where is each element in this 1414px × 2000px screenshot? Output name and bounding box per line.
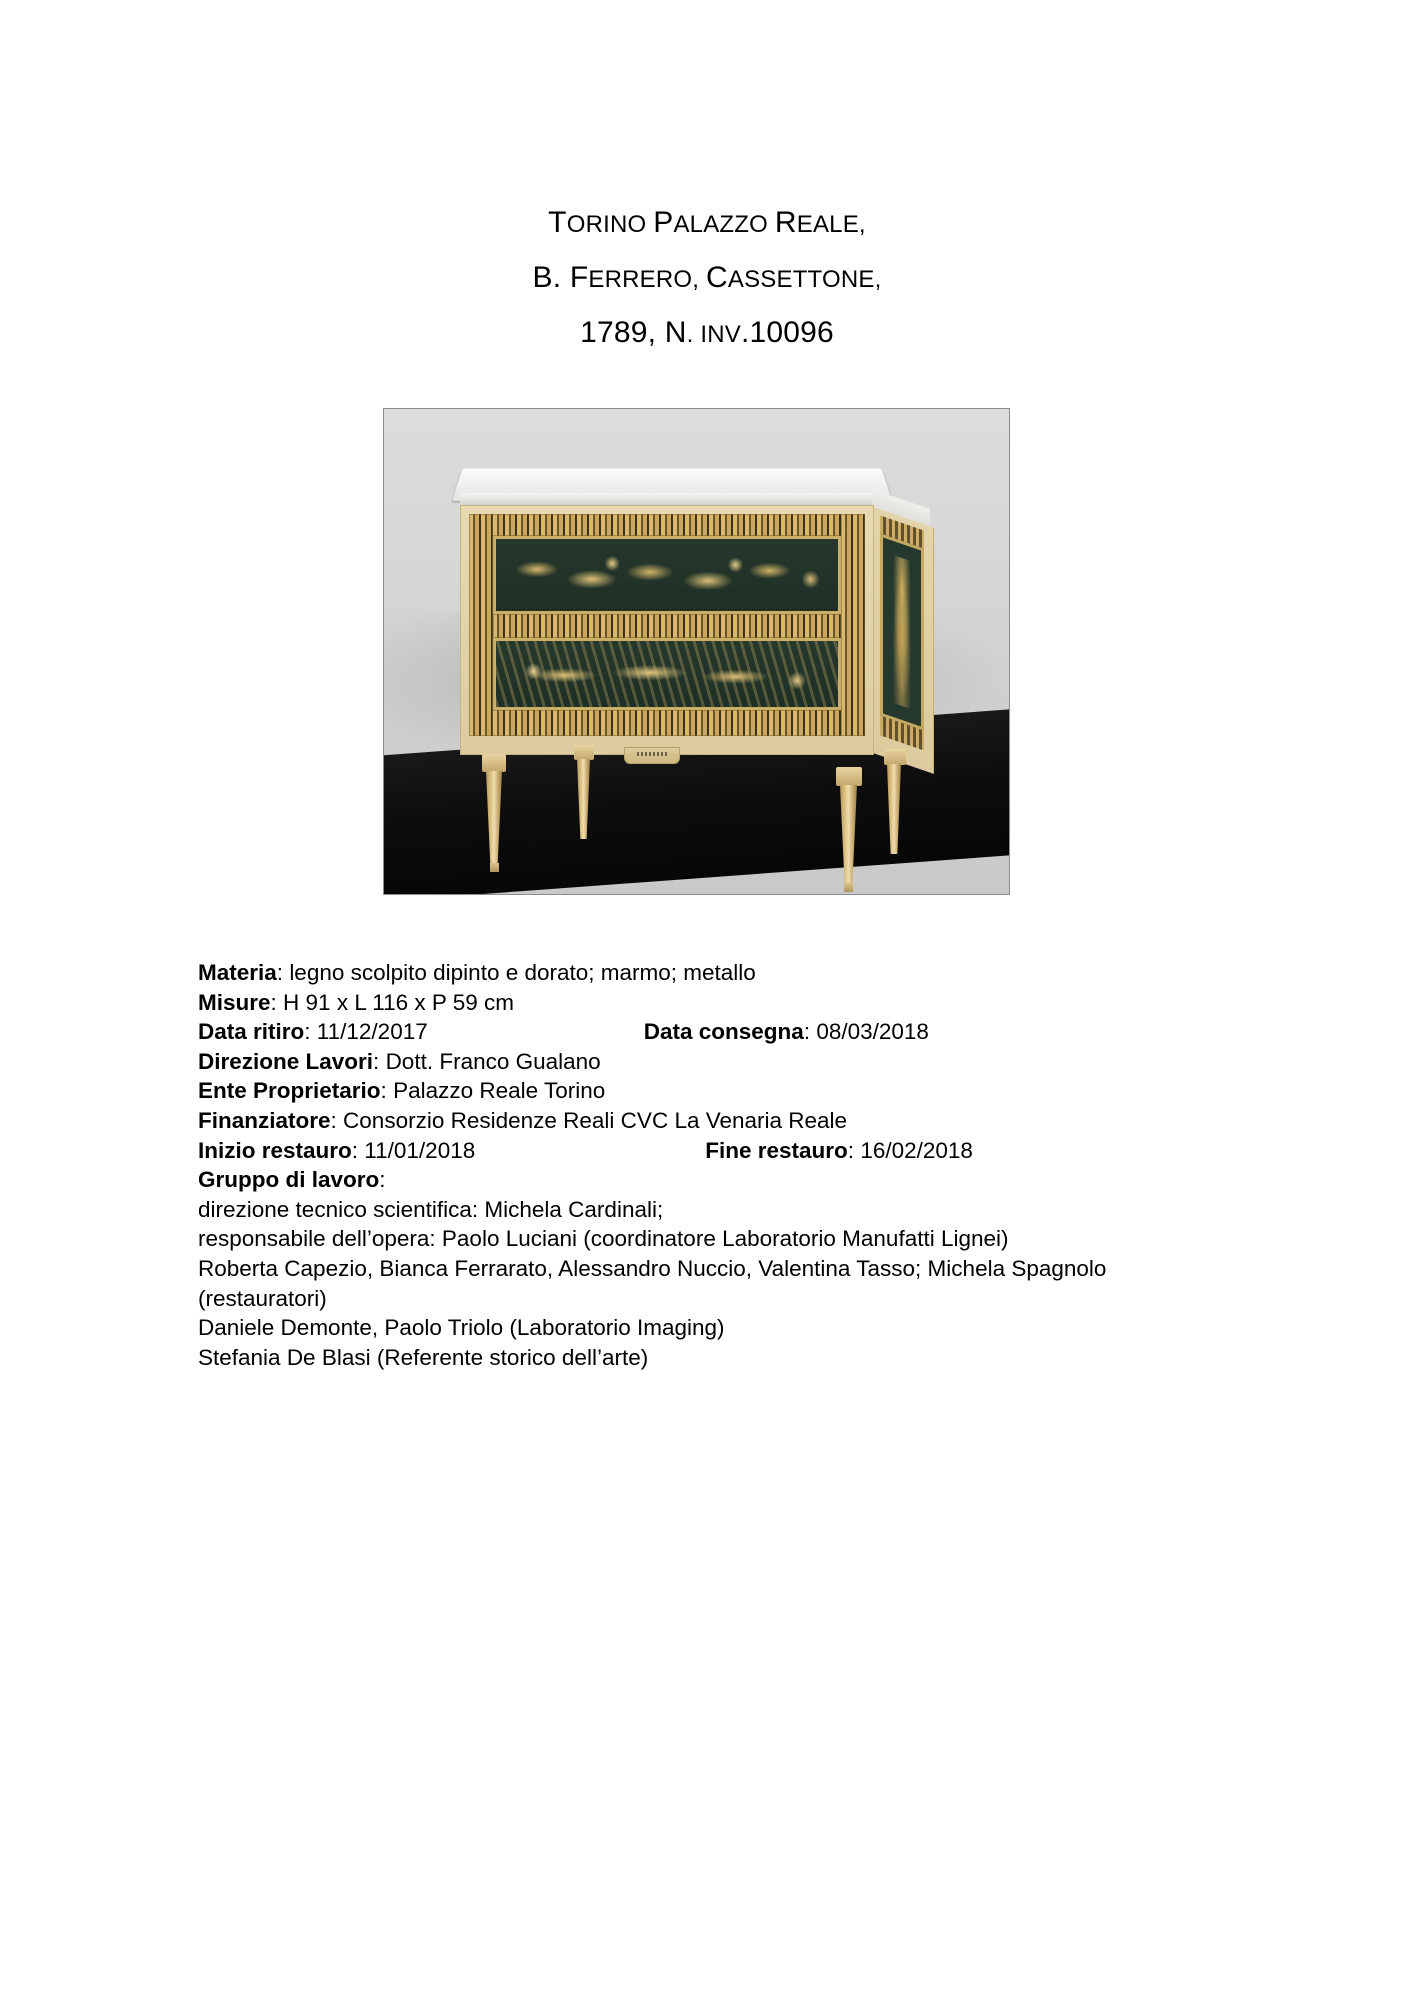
title-line-1-part-f: EALE, [796,211,866,238]
commode-front [460,505,874,755]
leg-rear-right [887,764,901,854]
field-misure [198,988,1248,1018]
field-date-row [198,1017,1248,1047]
team-member-line-4: Daniele Demonte, Paolo Triolo (Laboratorio Imaging) [198,1315,725,1341]
title-line-2-part-b: F [569,261,589,294]
field-materia-sep: : [276,960,290,985]
gilt-garland-decoration [496,539,838,611]
field-direzione-lavori-value: Dott. Franco Gualano [385,1048,601,1074]
field-fine-restauro-label: Fine restauro [705,1137,848,1163]
gilt-floral-decoration [496,641,838,707]
leg-rear-left [577,759,590,839]
commode-side-panel [873,507,934,774]
field-data-consegna-label: Data consegna [643,1019,804,1045]
leg-front-left [486,771,502,867]
field-gruppo-di-lavoro-heading [198,1165,1248,1195]
field-finanziatore-sep: : [330,1107,344,1133]
commode-object [444,449,944,869]
field-ente-proprietario-label: Ente Proprietario [198,1078,381,1104]
metadata-block [198,958,1248,1372]
leg-capital-front-left [482,754,506,772]
title-year: 1789, [580,316,665,349]
team-member-line-1: direzione tecnico scientifica: Michela Cardinali; [198,1196,664,1222]
field-fine-restauro-sep: : [847,1137,861,1163]
field-ente-proprietario [198,1076,1248,1106]
key-band-left [469,514,493,736]
title-line-3 [0,306,1414,361]
field-materia-value: legno scolpito dipinto e dorato; marmo; metallo [289,960,756,985]
field-data-consegna-sep: : [803,1019,817,1045]
title-line-2-part-d: C [705,261,728,294]
field-materia-label: Materia [198,960,277,985]
field-direzione-lavori-label: Direzione Lavori [198,1048,374,1074]
drawer-panel-lower[interactable] [493,638,841,710]
title-inv-label: INV [700,321,741,348]
field-inizio-restauro-label: Inizio restauro [198,1137,352,1163]
field-direzione-lavori-sep: : [373,1048,386,1074]
field-restoration-row [198,1136,1248,1166]
title-line-1 [0,196,1414,251]
field-data-consegna-value: 08/03/2018 [816,1019,929,1045]
field-misure-sep: : [270,989,284,1015]
field-misure-value: H 91 x L 116 x P 59 cm [283,989,515,1015]
team-member-line-2: responsabile dell’opera: Paolo Luciani (coordinatore Laboratorio Manufatti Lignei) [198,1226,1009,1252]
side-green-panel [880,533,924,730]
key-band-top [469,514,865,536]
field-finanziatore-value: Consorzio Residenze Reali CVC La Venaria Reale [343,1107,848,1133]
field-data-ritiro-value: 11/12/2017 [316,1019,428,1045]
leg-capital-front-right [836,767,862,786]
artwork-photo [383,408,1010,895]
title-line-1-part-b: ORINO [566,211,654,238]
leg-foot-front-right [844,883,853,892]
field-misure-label: Misure [198,989,271,1015]
field-inizio-restauro-sep: : [351,1137,365,1163]
title-line-2 [0,251,1414,306]
field-gruppo-di-lavoro-sep: : [379,1167,386,1193]
field-direzione-lavori [198,1047,1248,1077]
title-line-2-part-a: B. [532,261,570,294]
page-title [0,196,1414,361]
title-inv-n: N [664,316,687,349]
field-data-ritiro-label: Data ritiro [198,1019,305,1045]
team-member-line-3: Roberta Capezio, Bianca Ferrarato, Alessandro Nuccio, Valentina Tasso; Michela Spagnolo (restauratori) [198,1255,1107,1311]
key-band-bottom [469,710,865,736]
leg-foot-front-left [490,863,499,872]
apron-plaque [624,747,680,764]
field-data-ritiro-sep: : [304,1019,317,1045]
field-ente-proprietario-sep: : [380,1078,394,1104]
field-finanziatore-label: Finanziatore [198,1107,331,1133]
title-line-2-part-e: ASSETTONE, [727,266,882,293]
key-band-right [841,514,865,736]
title-line-1-part-e: R [774,206,797,239]
side-gilt-motif [889,554,915,711]
field-inizio-restauro-value: 11/01/2018 [364,1137,476,1163]
field-gruppo-di-lavoro-label: Gruppo di lavoro [198,1167,380,1193]
title-line-1-part-d: ALAZZO [673,211,775,238]
field-ente-proprietario-value: Palazzo Reale Torino [393,1078,606,1104]
key-band-middle [493,614,841,638]
field-finanziatore [198,1106,1248,1136]
title-line-1-part-a: T [548,206,567,239]
title-line-2-part-c: ERRERO, [588,266,706,293]
team-member-line-5: Stefania De Blasi (Referente storico dell’arte) [198,1344,649,1370]
field-materia [198,958,1248,988]
title-inv-number: .10096 [740,316,834,349]
drawer-panel-upper[interactable] [493,536,841,614]
title-inv-dot: . [686,321,701,348]
leg-capital-rear-right [884,749,906,765]
field-fine-restauro-value: 16/02/2018 [860,1137,973,1163]
title-line-1-part-c: P [653,206,674,239]
leg-capital-rear-left [574,745,594,760]
